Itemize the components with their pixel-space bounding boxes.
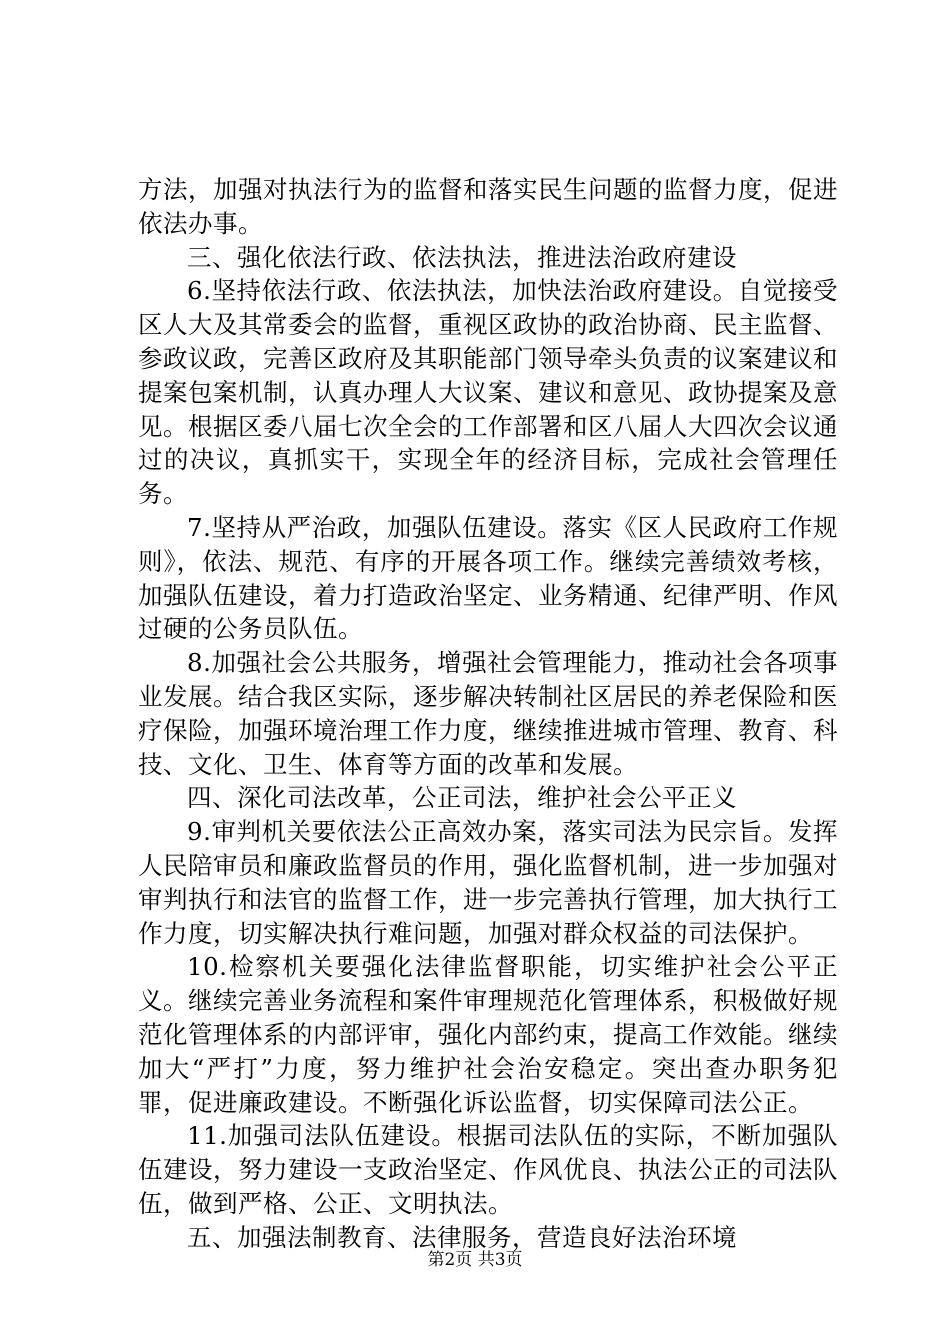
- document-body: [138, 173, 838, 1255]
- paragraph-item-6: 6.坚持依法行政、依法执法，加快法治政府建设。自觉接受区人大及其常委会的监督，重视区政协的政治协商、民主监督、参政议政，完善区政府及其职能部门领导牵头负责的议案建议和提案包案机制，认真办理人大议案、建议和意见、政协提案及意见。根据区委八届七次全会的工作部署和区八届人大四次会议通过的决议，真抓实干，实现全年的经济目标，完成社会管理任务。: [138, 276, 838, 509]
- paragraph-item-8: 8.加强社会公共服务，增强社会管理能力，推动社会各项事业发展。结合我区实际，逐步解决转制社区居民的养老保险和医疗保险，加强环境治理工作力度，继续推进城市管理、教育、科技、文化、卫生、体育等方面的改革和发展。: [138, 648, 838, 779]
- section-heading-4: 四、深化司法改革，公正司法，维护社会公平正义: [187, 783, 737, 813]
- paragraph-continuation: 方法，加强对执法行为的监督和落实民生问题的监督力度，促进依法办事。: [138, 175, 838, 238]
- paragraph-item-11: 11.加强司法队伍建设。根据司法队伍的实际，不断加强队伍建设，努力建设一支政治坚定、作风优良、执法公正的司法队伍，做到严格、公正、文明执法。: [138, 1121, 838, 1218]
- paragraph-item-10: 10.检察机关要强化法律监督职能，切实维护社会公平正义。继续完善业务流程和案件审理规范化管理体系，积极做好规范化管理体系的内部评审，强化内部约束，提高工作效能。继续加大“严打”力度，努力维护社会治安稳定。突出查办职务犯罪，促进廉政建设。不断强化诉讼监督，切实保障司法公正。: [138, 952, 838, 1117]
- section-heading-3: 三、强化依法行政、依法执法，推进法治政府建设: [187, 242, 737, 272]
- paragraph-item-7: 7.坚持从严治政，加强队伍建设。落实《区人民政府工作规则》，依法、规范、有序的开展各项工作。继续完善绩效考核，加强队伍建设，着力打造政治坚定、业务精通、纪律严明、作风过硬的公务员队伍。: [138, 512, 838, 644]
- paragraph-item-9: 9.审判机关要依法公正高效办案，落实司法为民宗旨。发挥人民陪审员和廉政监督员的作用，强化监督机制，进一步加强对审判执行和法官的监督工作，进一步完善执行管理，加大执行工作力度，切实解决执行难问题，加强对群众权益的司法保护。: [138, 817, 838, 948]
- section-heading-5: 五、加强法制教育、法律服务，营造良好法治环境: [187, 1222, 737, 1252]
- page-footer: 第2页 共3页: [427, 1250, 523, 1270]
